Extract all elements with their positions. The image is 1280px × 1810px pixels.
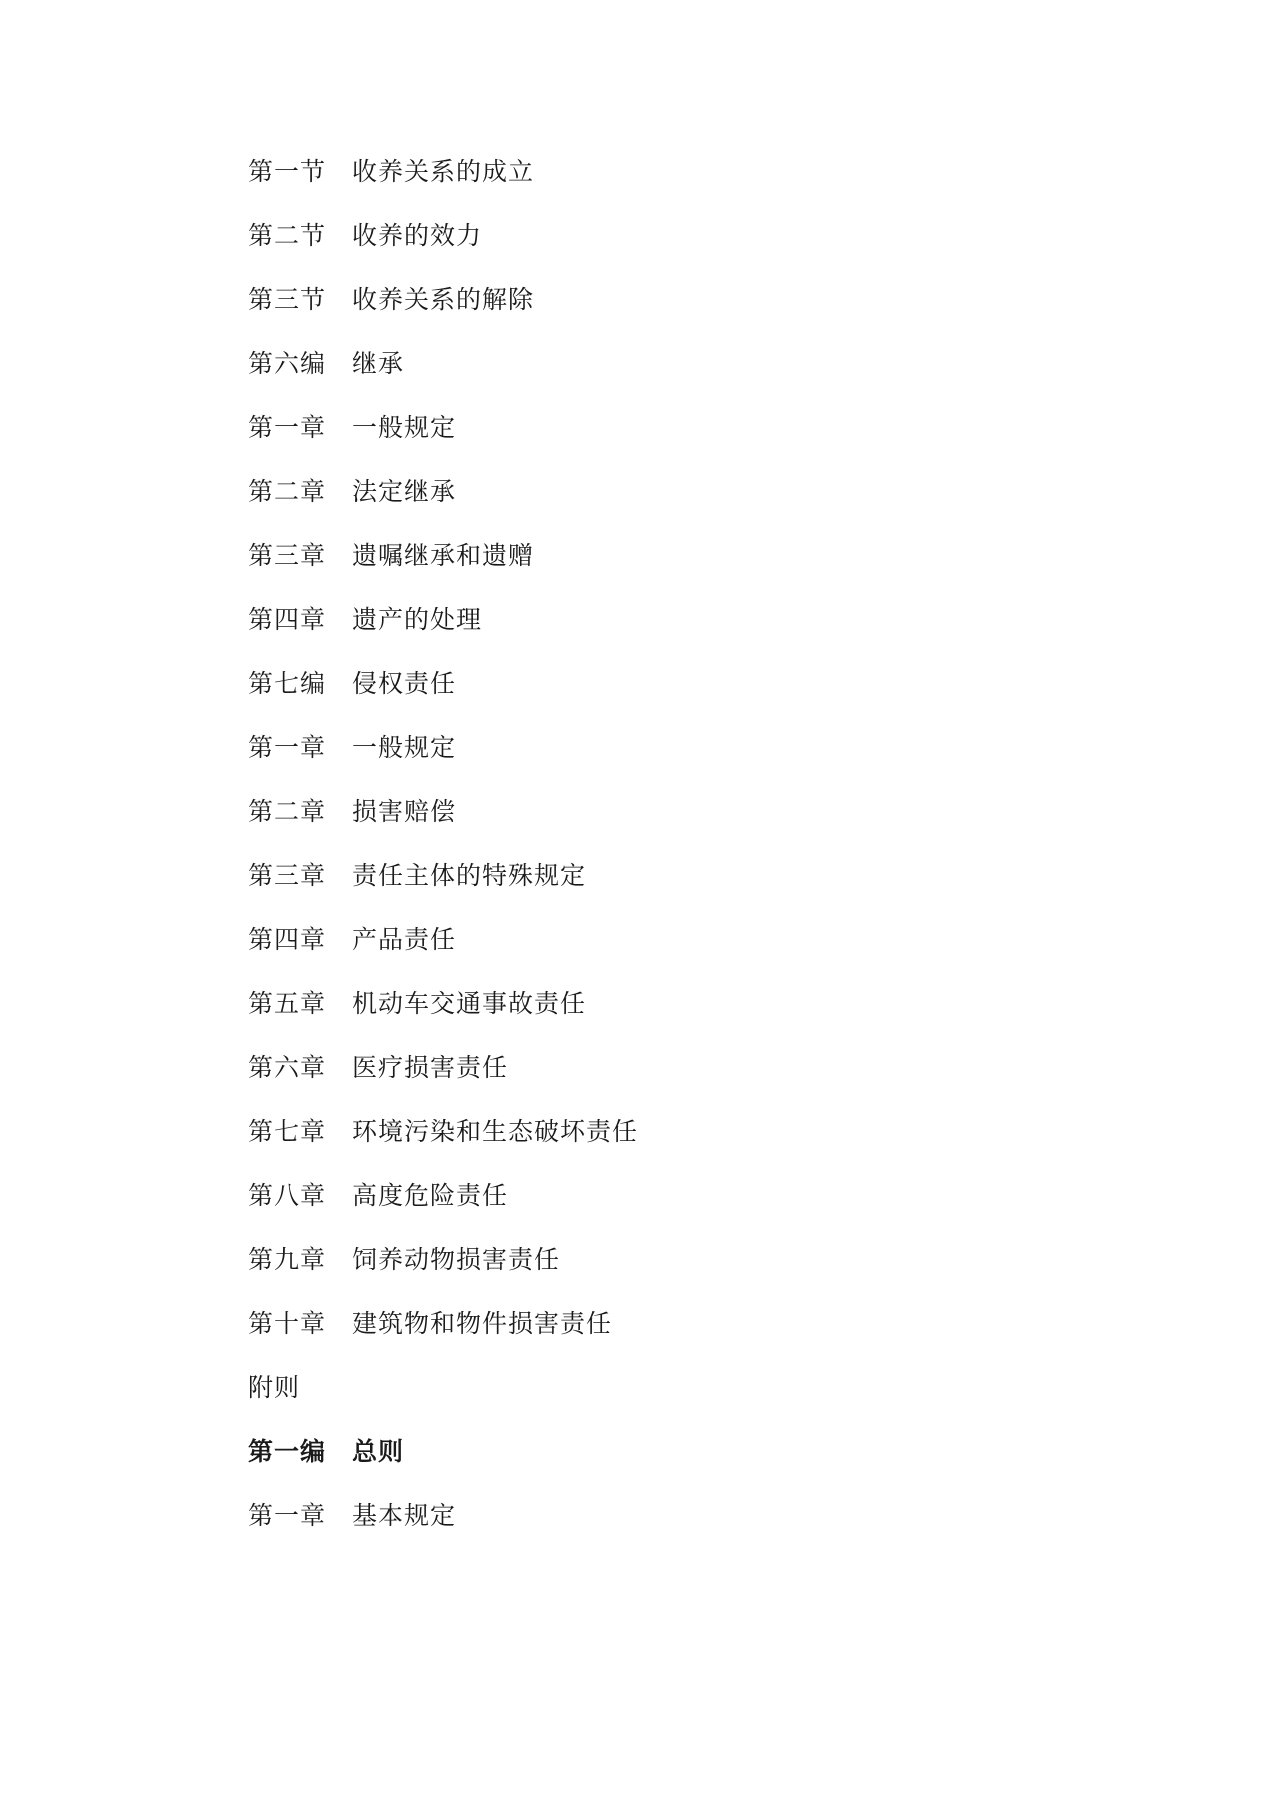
toc-entry-title: 收养关系的成立: [352, 157, 535, 186]
toc-entry-number: 第七章: [248, 1117, 327, 1146]
toc-entry-number: 第三章: [248, 541, 327, 570]
toc-entry: [248, 1174, 638, 1238]
toc-entry-title: 产品责任: [352, 925, 457, 954]
toc-entry-title: 基本规定: [352, 1501, 457, 1530]
toc-entry-number: 第六章: [248, 1053, 327, 1082]
toc-entry: [248, 534, 638, 598]
toc-entry-title: 侵权责任: [352, 669, 457, 698]
toc-entry-number: 第九章: [248, 1245, 327, 1274]
toc-entry-number: 第七编: [248, 669, 327, 698]
toc-entry-number: 第四章: [248, 605, 327, 634]
toc-entry: [248, 790, 638, 854]
toc-entry-title: 一般规定: [352, 413, 457, 442]
toc-entry-number: 第一节: [248, 157, 327, 186]
toc-entry: [248, 662, 638, 726]
toc-entry-number: 第一编: [248, 1437, 327, 1466]
toc-entry-part-heading: [248, 1430, 638, 1494]
toc-entry-title: 遗产的处理: [352, 605, 483, 634]
toc-entry-number: 第六编: [248, 349, 327, 378]
toc-entry-title: 环境污染和生态破坏责任: [352, 1117, 639, 1146]
toc-entry: [248, 406, 638, 470]
toc-entry-title: 高度危险责任: [352, 1181, 509, 1210]
toc-entry-title: 法定继承: [352, 477, 457, 506]
toc-entry-title: 饲养动物损害责任: [352, 1245, 561, 1274]
toc-entry-number: 第十章: [248, 1309, 327, 1338]
toc-entry: [248, 214, 638, 278]
toc-entry-title: 继承: [352, 349, 405, 378]
toc-entry: [248, 470, 638, 534]
table-of-contents: [248, 150, 638, 1558]
toc-entry-title: 建筑物和物件损害责任: [352, 1309, 613, 1338]
toc-entry-title: 损害赔偿: [352, 797, 457, 826]
toc-entry-number: 第二章: [248, 797, 327, 826]
toc-entry-number: 第四章: [248, 925, 327, 954]
toc-entry: [248, 278, 638, 342]
toc-entry-number: 第八章: [248, 1181, 327, 1210]
toc-entry-number: 第二章: [248, 477, 327, 506]
toc-entry-title: 收养的效力: [352, 221, 483, 250]
toc-entry: [248, 854, 638, 918]
toc-entry-title: 机动车交通事故责任: [352, 989, 587, 1018]
toc-entry: [248, 982, 638, 1046]
toc-entry: [248, 1366, 638, 1430]
toc-entry: [248, 1238, 638, 1302]
toc-entry-number: 第二节: [248, 221, 327, 250]
toc-entry: [248, 1110, 638, 1174]
toc-entry-number: 第一章: [248, 733, 327, 762]
toc-entry-number: 第五章: [248, 989, 327, 1018]
toc-entry: [248, 1494, 638, 1558]
toc-entry-number: 第一章: [248, 413, 327, 442]
toc-entry: [248, 342, 638, 406]
toc-entry-title: 责任主体的特殊规定: [352, 861, 587, 890]
toc-entry-title: 总则: [352, 1437, 405, 1466]
toc-entry: [248, 1302, 638, 1366]
toc-entry: [248, 598, 638, 662]
toc-entry: [248, 726, 638, 790]
toc-entry-number: 附则: [248, 1373, 301, 1402]
toc-entry-number: 第三节: [248, 285, 327, 314]
toc-entry-title: 收养关系的解除: [352, 285, 535, 314]
toc-entry: [248, 1046, 638, 1110]
toc-entry-title: 医疗损害责任: [352, 1053, 509, 1082]
toc-entry-number: 第一章: [248, 1501, 327, 1530]
toc-entry-title: 遗嘱继承和遗赠: [352, 541, 535, 570]
toc-entry-number: 第三章: [248, 861, 327, 890]
toc-entry: [248, 150, 638, 214]
toc-entry: [248, 918, 638, 982]
toc-entry-title: 一般规定: [352, 733, 457, 762]
